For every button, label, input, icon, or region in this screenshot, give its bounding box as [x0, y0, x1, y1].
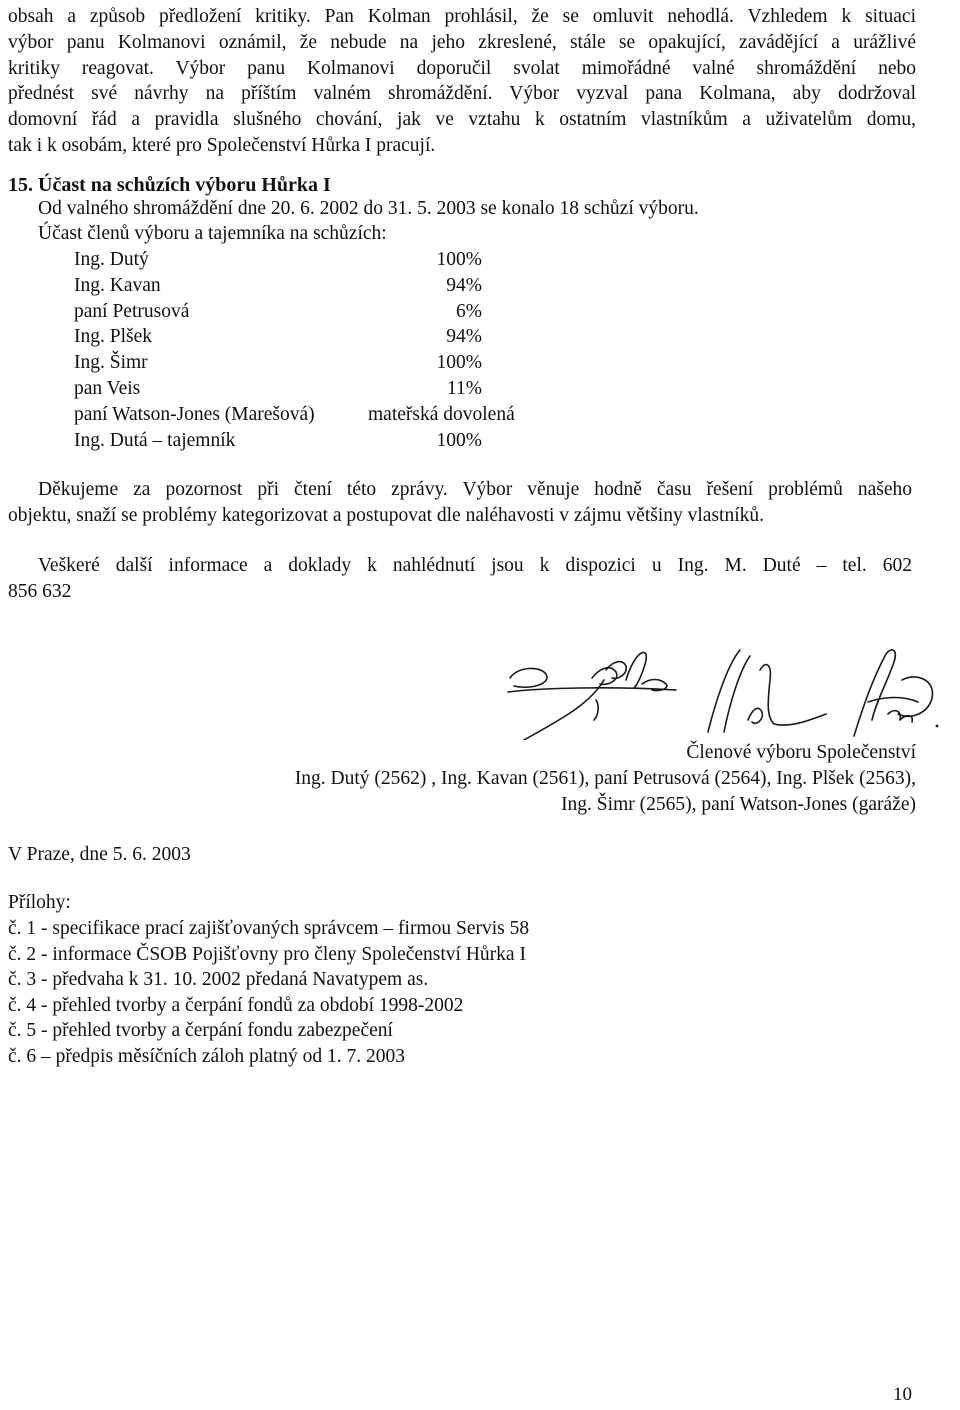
signature-stroke	[854, 650, 895, 736]
attendance-value: 94%	[446, 326, 482, 348]
thanks-line: objektu, snaží se problémy kategorizovat a postupovat dle naléhavosti v zájmu většiny vlastníků.	[8, 505, 764, 526]
signature-stroke	[724, 656, 750, 732]
attachment-item: č. 3 - předvaha k 31. 10. 2002 předaná Navatypem as.	[8, 969, 429, 991]
attendance-value: 100%	[436, 249, 482, 270]
attendance-value: 100%	[436, 429, 482, 451]
attendance-name: Ing. Kavan	[74, 274, 161, 296]
attendance-name: Ing. Dutá – tajemník	[74, 429, 236, 451]
attendance-name: paní Petrusová	[74, 300, 190, 322]
attendance-intro-line: Účast členů výboru a tajemníka na schůzích:	[38, 223, 387, 244]
intro-line: přednést své návrhy na příštím valném shromáždění. Výbor vyzval pana Kolmana, aby dodržoval	[8, 83, 916, 105]
contact-paragraph	[8, 553, 912, 605]
signature-stroke	[510, 668, 547, 687]
section-heading: 15. Účast na schůzích výboru Hůrka I	[8, 174, 331, 196]
attendance-value: 11%	[446, 377, 482, 399]
meetings-count-line: Od valného shromáždění dne 20. 6. 2002 do 31. 5. 2003 se konalo 18 schůzí výboru.	[38, 198, 699, 219]
attachments-title: Přílohy:	[8, 892, 71, 913]
thanks-paragraph	[8, 477, 912, 529]
intro-paragraph	[8, 4, 916, 159]
attachment-item: č. 6 – předpis měsíčních záloh platný od 1. 7. 2003	[8, 1045, 405, 1067]
thanks-line: Děkujeme za pozornost při čtení této zprávy. Výbor věnuje hodně času řešení problémů našeho	[38, 479, 912, 500]
attachment-item: č. 4 - přehled tvorby a čerpání fondů za období 1998-2002	[8, 994, 464, 1016]
attendance-value: 100%	[436, 352, 482, 374]
signature-stroke	[748, 708, 762, 723]
signature-stroke	[508, 688, 676, 692]
signature-dot	[936, 725, 939, 728]
committee-members-title: Členové výboru Společenství	[686, 742, 916, 763]
intro-line: obsah a způsob předložení kritiky. Pan Kolman prohlásil, že se omluvit nehodlá. Vzhledem k situaci	[8, 6, 916, 27]
signature-stroke	[760, 665, 826, 726]
attendance-value: mateřská dovolená	[368, 403, 515, 425]
attendance-value: 6%	[456, 300, 482, 322]
contact-line: 856 632	[8, 581, 72, 602]
signature-stroke	[898, 677, 933, 716]
signature-stroke	[594, 700, 598, 720]
place-date: V Praze, dne 5. 6. 2003	[8, 844, 191, 865]
intro-line: výbor panu Kolmanovi oznámil, že nebude na jeho zkreslené, stále se opakující, zavádějící a urážlivé	[8, 31, 916, 53]
signature-stroke	[592, 668, 617, 685]
attendance-name: paní Watson-Jones (Marešová)	[74, 403, 315, 425]
attachment-item: č. 1 - specifikace prací zajišťovaných správcem – firmou Servis 58	[8, 918, 530, 939]
attachments-list	[8, 916, 529, 1070]
attendance-name: Ing. Šimr	[74, 352, 148, 374]
page-number: 10	[893, 1384, 912, 1405]
attendance-name: Ing. Plšek	[74, 326, 152, 348]
intro-line: kritiky reagovat. Výbor panu Kolmanovi doporučil svolat mimořádné valné shromáždění nebo	[8, 57, 916, 79]
signature-stroke	[868, 698, 918, 703]
attachment-item: č. 2 - informace ČSOB Pojišťovny pro členy Společenství Hůrka I	[8, 943, 526, 965]
attendance-value: 94%	[446, 274, 482, 296]
committee-members-line: Ing. Dutý (2562) , Ing. Kavan (2561), paní Petrusová (2564), Ing. Plšek (2563),	[294, 768, 916, 789]
handwritten-signatures	[500, 640, 940, 740]
intro-line: domovní řád a pravidla slušného chování, jak ve vztahu k ostatním vlastníkům a uživatelům domu,	[8, 109, 916, 131]
attachment-item: č. 5 - přehled tvorby a čerpání fondu zabezpečení	[8, 1020, 393, 1042]
attendance-name: pan Veis	[74, 377, 141, 399]
contact-line: Veškeré další informace a doklady k nahlédnutí jsou k dispozici u Ing. M. Duté – tel. 602	[38, 555, 912, 576]
attendance-name: Ing. Dutý	[74, 249, 149, 270]
intro-line: tak i k osobám, které pro Společenství Hůrka I pracují.	[8, 134, 436, 156]
committee-members-line: Ing. Šimr (2565), paní Watson-Jones (garáže)	[561, 794, 916, 815]
